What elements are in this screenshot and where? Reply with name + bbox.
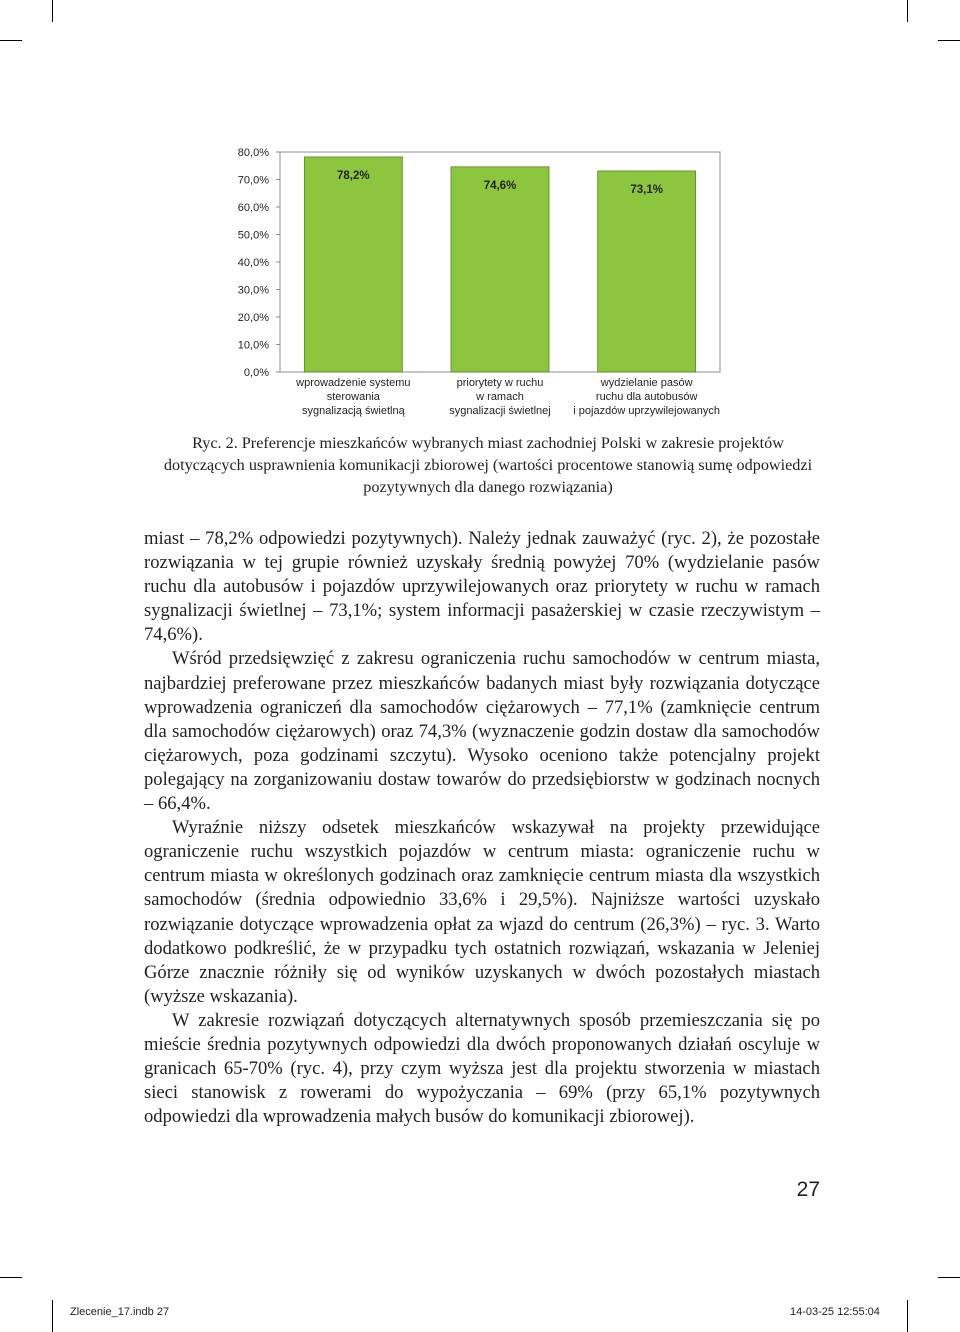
bar-value-label: 78,2% (337, 169, 370, 182)
crop-mark (0, 1277, 22, 1278)
footer-file: Zlecenie_17.indb 27 (70, 1306, 170, 1318)
y-tick-label: 40,0% (237, 257, 269, 269)
x-tick-label: sygnalizacją świetlną (301, 405, 405, 417)
paragraph: Wyraźnie niższy odsetek mieszkańców wskazywał na projekty przewidujące ograniczenie ruchu wszystkich pojazdów w centrum miasta: ograniczenie ruchu w centrum miasta w określonych godzinach oraz zamknięcie centrum miasta dla wszystkich samochodów (średnia odpowiednio 33,6% i 29,5%). Najniższe wartości uzyskało rozwiązanie dotyczące wprowadzenia opłat za wjazd do centrum (26,3%) – ryc. 3. Warto dodatkowo podkreślić, że w przypadku tych ostatnich rozwiązań, wskazania w Jeleniej Górze znacznie różniły się od wyników uzyskanych w dwóch pozostałych miastach (wyższe wskazania). (144, 817, 820, 1007)
body-text (144, 527, 820, 1129)
bar-value-label: 74,6% (483, 179, 517, 192)
x-tick-label: sygnalizacji świetlnej (449, 405, 551, 417)
x-tick-label: wydzielanie pasów (600, 377, 693, 389)
bar (598, 171, 696, 372)
y-tick-label: 80,0% (237, 147, 269, 159)
x-tick-label: wprowadzenie systemu (296, 377, 411, 389)
figure-caption: Ryc. 2. Preferencje mieszkańców wybranych miast zachodniej Polski w zakresie projektów dotyczących usprawnienia komunikacji zbiorowej (wartości procentowe stanowią sumę odpowiedzi pozytywnych dla danego rozwiązania) (163, 434, 813, 496)
y-axis (238, 147, 280, 379)
paragraph: Wśród przedsięwzięć z zakresu ograniczenia ruchu samochodów w centrum miasta, najbardziej preferowane przez mieszkańców badanych miast były rozwiązania dotyczące wprowadzenia ograniczeń dla samochodów ciężarowych – 77,1% (zamknięcie centrum dla samochodów ciężarowych) oraz 74,3% (wyznaczenie godzin dostaw dla samochodów ciężarowych, poza godzinami szczytu). Wysoko oceniono także potencjalny projekt polegający na zorganizowaniu dostaw towarów do przedsiębiorstw w godzinach nocnych – 66,4%. (144, 648, 820, 815)
x-axis-labels (295, 377, 720, 417)
bars (304, 157, 695, 372)
bar-chart (0, 130, 960, 430)
crop-mark (907, 1300, 908, 1332)
crop-mark (938, 40, 960, 41)
bar (304, 157, 402, 372)
y-tick-label: 30,0% (237, 284, 269, 297)
paragraph: miast – 78,2% odpowiedzi pozytywnych). Należy jednak zauważyć (ryc. 2), że pozostałe rozwiązania w tej grupie również uzyskały średnią powyżej 70% (wydzielanie pasów ruchu dla autobusów i pojazdów uprzywilejowanych oraz priorytety w ruchu w ramach sygnalizacji świetlnej – 73,1%; system informacji pasażerskiej w czasie rzeczywistym – 74,6%). (144, 528, 820, 646)
x-tick-label: sterowania (326, 391, 380, 403)
crop-mark (0, 40, 22, 41)
footer-timestamp: 14-03-25 12:55:04 (790, 1306, 880, 1318)
y-tick-label: 50,0% (237, 229, 269, 242)
crop-mark (52, 0, 53, 22)
crop-mark (907, 0, 908, 22)
crop-mark (938, 1277, 960, 1278)
x-tick-label: priorytety w ruchu (456, 377, 544, 389)
crop-mark (52, 1300, 53, 1332)
x-tick-label: i pojazdów uprzywilejowanych (573, 405, 721, 417)
x-tick-label: w ramach (476, 391, 524, 403)
y-tick-label: 0,0% (243, 367, 269, 379)
y-tick-label: 60,0% (237, 202, 269, 214)
paragraph: W zakresie rozwiązań dotyczących alternatywnych sposób przemieszczania się po mieście średnia pozytywnych odpowiedzi dla dwóch proponowanych działań oscyluje w granicach 65-70% (ryc. 4), przy czym wyższa jest dla projektu stworzenia w miastach sieci stanowisk z rowerami do wypożyczania – 69% (przy 65,1% pozytywnych odpowiedzi dla wprowadzenia małych busów do komunikacji zbiorowej). (144, 1009, 820, 1128)
x-tick-label: ruchu dla autobusów (595, 391, 698, 403)
y-tick-label: 70,0% (237, 174, 269, 187)
page-number: 27 (796, 1178, 820, 1201)
y-tick-label: 10,0% (237, 339, 269, 352)
bar (451, 167, 549, 372)
y-tick-label: 20,0% (237, 312, 269, 324)
bar-value-label: 73,1% (630, 183, 663, 196)
